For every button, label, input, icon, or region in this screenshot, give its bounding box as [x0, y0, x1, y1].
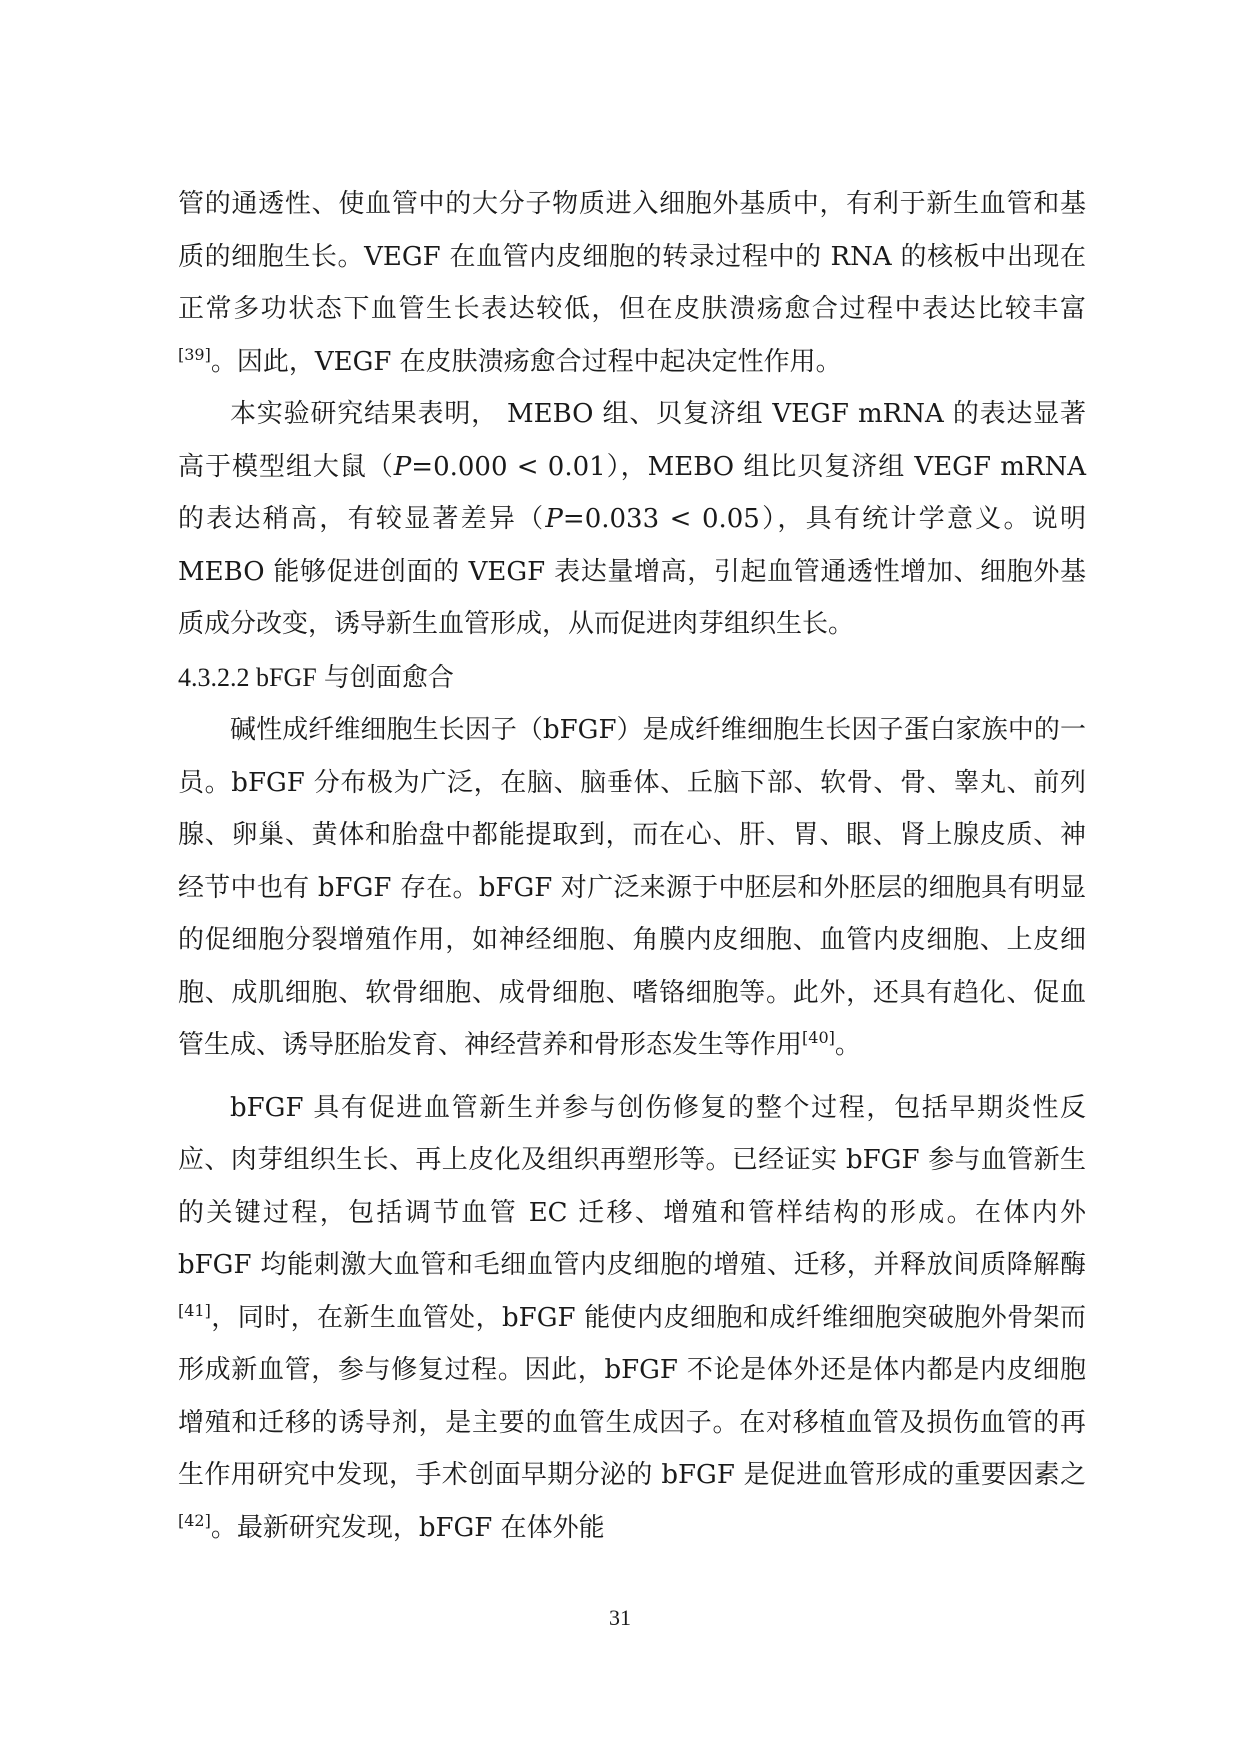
- text-run: 碱性成纤维细胞生长因子（bFGF）是成纤维细胞生长因子蛋白家族中的一员。bFGF 分布极为广泛，在脑、脑垂体、丘脑下部、软骨、骨、睾丸、前列腺、卵巢、黄体和胎盘中都能提取到，而在心、肝、胃、眼、肾上腺皮质、神经节中也有 bFGF 存在。bFGF 对广泛来源于中胚层和外胚层的细胞具有明显的促细胞分裂增殖作用，如神经细胞、角膜内皮细胞、血管内皮细胞、上皮细胞、成肌细胞、软骨细胞、成骨细胞、嗜铬细胞等。此外，还具有趋化、促血管生成、诱导胚胎发育、神经营养和骨形态发生等作用: [178, 715, 1086, 1060]
- text-run: 。: [834, 1030, 861, 1060]
- citation-40: [40]: [802, 1028, 835, 1047]
- text-run: 。最新研究发现，bFGF 在体外能: [210, 1512, 605, 1543]
- text-run: bFGF 具有促进血管新生并参与创伤修复的整个过程，包括早期炎性反应、肉芽组织生长、再上皮化及组织再塑形等。已经证实 bFGF 参与血管新生的关键过程，包括调节血管 EC 迁移、增殖和管样结构的形成。在体内外 bFGF 均能刺激大血管和毛细血管内皮细胞的增殖、迁移，并释放间质降解酶: [178, 1092, 1086, 1280]
- p-value-symbol: P: [393, 451, 412, 482]
- text-run: =0.033 < 0.05），具有统计学意义。说明 MEBO 能够促进创面的 VEGF 表达量增高，引起血管通透性增加、细胞外基质成分改变，诱导新生血管形成，从而促进肉芽组织生长。: [178, 504, 1086, 639]
- text-run: =0.000 < 0.01），MEBO 组比贝复济组 VEGF mRNA 的表达稍高，有较显著差异（: [178, 451, 1086, 534]
- citation-42: [42]: [178, 1510, 211, 1530]
- paragraph-bfgf-angiogenesis: [178, 1082, 1086, 1555]
- text-run: 本实验研究结果表明， MEBO 组、贝复济组 VEGF mRNA 的表达显著高于模型组大鼠（: [178, 399, 1086, 482]
- paragraph-vegf-continuation: [178, 178, 1086, 388]
- page-body: [178, 178, 1086, 1554]
- citation-39: [39]: [178, 344, 211, 364]
- paragraph-vegf-results: [178, 388, 1086, 651]
- page-number: 31: [609, 1605, 631, 1630]
- section-number: 4.3.2.2 bFGF: [178, 662, 317, 692]
- text-run: 。因此，VEGF 在皮肤溃疡愈合过程中起决定性作用。: [210, 346, 842, 377]
- citation-41: [41]: [178, 1300, 211, 1320]
- section-heading: [178, 651, 1086, 705]
- text-run: ，同时，在新生血管处，bFGF 能使内皮细胞和成纤维细胞突破胞外骨架而形成新血管，参与修复过程。因此，bFGF 不论是体外还是体内都是内皮细胞增殖和迁移的诱导剂，是主要的血管生成因子。在对移植血管及损伤血管的再生作用研究中发现，手术创面早期分泌的 bFGF 是促进血管形成的重要因素之: [178, 1302, 1086, 1490]
- section-title: 与创面愈合: [316, 661, 454, 692]
- text-run: 管的通透性、使血管中的大分子物质进入细胞外基质中，有利于新生血管和基质的细胞生长。VEGF 在血管内皮细胞的转录过程中的 RNA 的核板中出现在正常多功状态下血管生长表达较低，但在皮肤溃疡愈合过程中表达比较丰富: [178, 189, 1086, 324]
- paragraph-bfgf-intro: [178, 704, 1086, 1072]
- p-value-symbol: P: [545, 504, 563, 534]
